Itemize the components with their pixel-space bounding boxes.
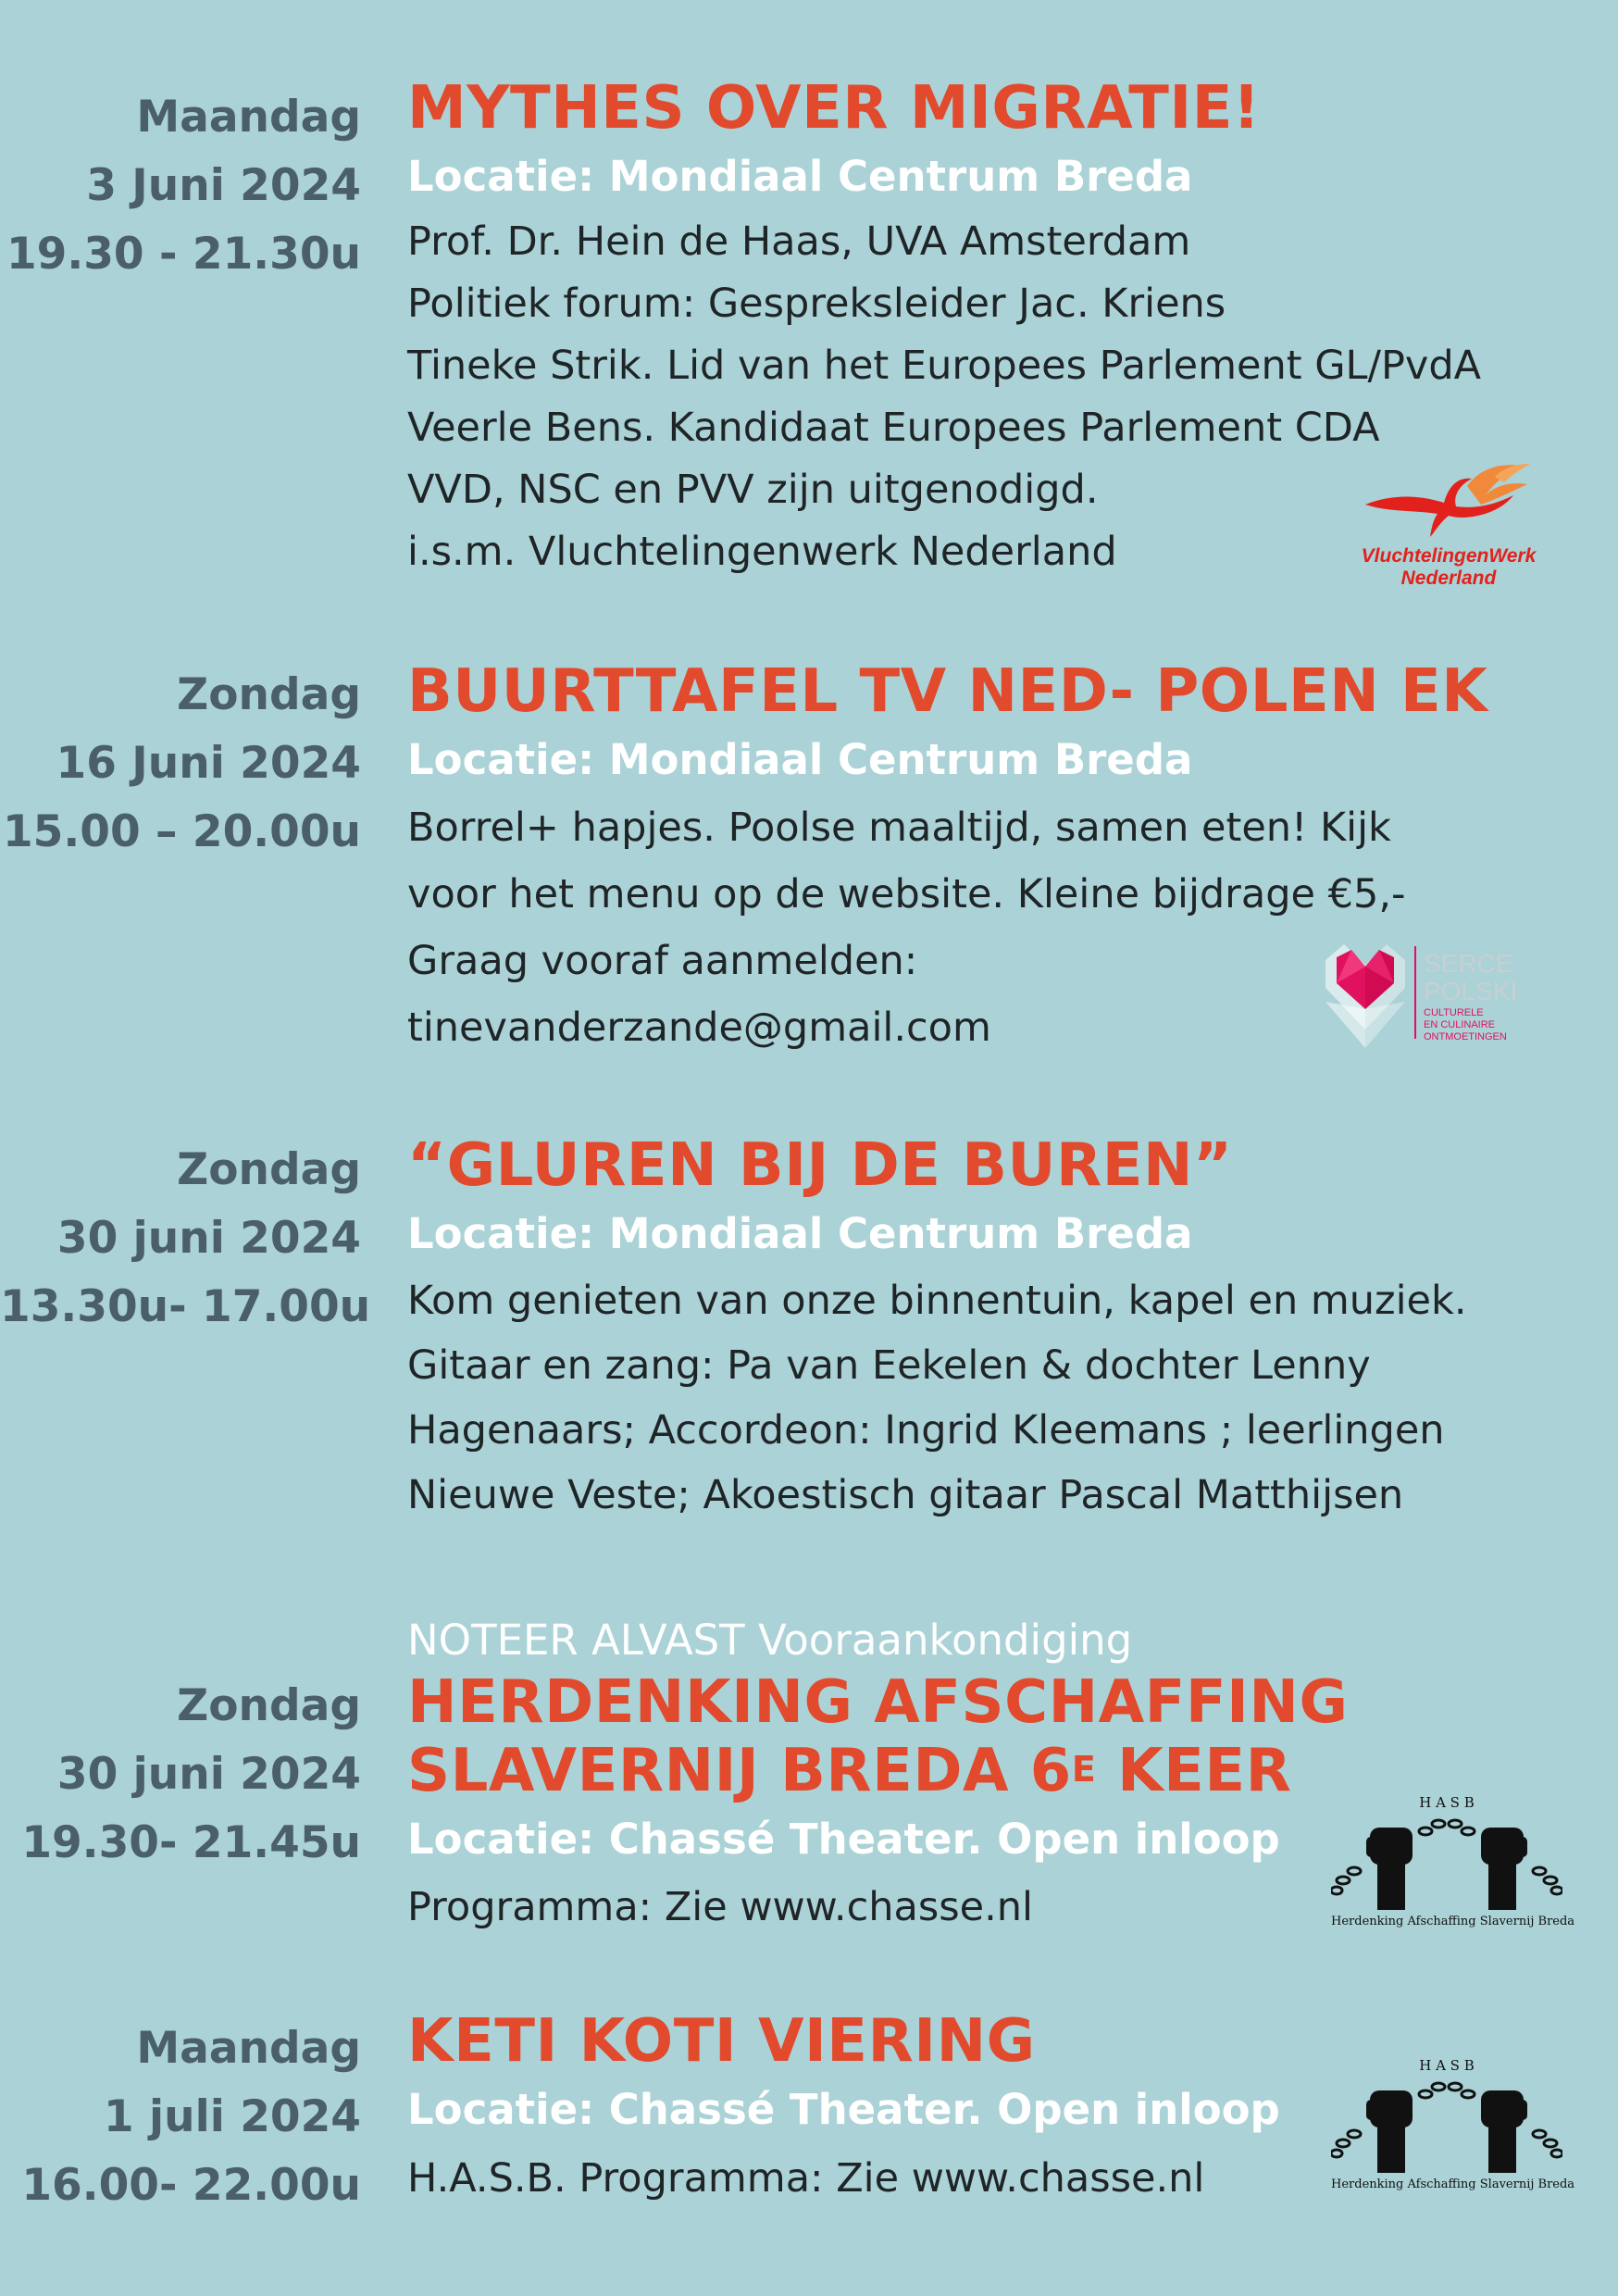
title-part: SLAVERNIJ BREDA 6 (407, 1737, 1072, 1805)
description-line: tinevanderzande@gmail.com (407, 1004, 991, 1051)
event-title: MYTHES OVER MIGRATIE! (407, 74, 1261, 143)
event-time: 15.00 – 20.00u (2, 806, 361, 857)
event-day: Zondag (177, 669, 361, 720)
event-date: 3 Juni 2024 (86, 160, 361, 211)
event-content (407, 1131, 1601, 1528)
event-date-block (0, 661, 361, 867)
serce-line3: CULTURELE (1424, 1007, 1484, 1018)
event-time: 19.30- 21.45u (21, 1817, 361, 1868)
serce-divider (1414, 946, 1416, 1039)
description-line: voor het menu op de website. Kleine bijdrage €5,- (407, 871, 1406, 917)
description-line: VVD, NSC en PVV zijn uitgenodigd. (407, 467, 1099, 513)
vluchtelingenwerk-swoosh-icon (1356, 458, 1541, 542)
hasb-logo (1331, 1794, 1575, 1933)
event-location: Locatie: Mondiaal Centrum Breda (407, 152, 1193, 201)
hasb-logo (1331, 2057, 1575, 2196)
event-date-block (0, 2015, 361, 2220)
event-location: Locatie: Chassé Theater. Open inloop (407, 2085, 1280, 2134)
description-line: Graag vooraf aanmelden: (407, 938, 918, 984)
event-day: Maandag (136, 2023, 361, 2074)
vluchtelingenwerk-logo (1356, 458, 1541, 588)
event-time: 19.30 - 21.30u (6, 229, 361, 280)
event-date-block (0, 1672, 361, 1878)
description-line: Kom genieten van onze binnentuin, kapel en muziek. (407, 1278, 1467, 1324)
event-location: Locatie: Chassé Theater. Open inloop (407, 1815, 1280, 1864)
event-title-line1: HERDENKING AFSCHAFFING (407, 1668, 1349, 1737)
serce-polski-logo (1324, 937, 1546, 1050)
hasb-letters: H A S B (1419, 2057, 1475, 2074)
event-date: 30 juni 2024 (56, 1749, 361, 1800)
raised-fists-icon (1331, 2074, 1562, 2176)
vluchtelingenwerk-line2: Nederland (1400, 568, 1497, 589)
event-title: KETI KOTI VIERING (407, 2007, 1036, 2076)
event-day: Zondag (177, 1144, 361, 1195)
event-title: “GLUREN BIJ DE BUREN” (407, 1131, 1233, 1200)
hasb-caption: Herdenking Afschaffing Slavernij Breda (1331, 1915, 1575, 1928)
vluchtelingenwerk-line1: VluchtelingenWerk (1361, 545, 1537, 567)
hasb-caption: Herdenking Afschaffing Slavernij Breda (1331, 2177, 1575, 2191)
event-time: 16.00- 22.00u (21, 2160, 361, 2211)
event-location: Locatie: Mondiaal Centrum Breda (407, 1209, 1193, 1258)
event-date-block (0, 1136, 371, 1341)
event-location: Locatie: Mondiaal Centrum Breda (407, 735, 1193, 784)
description-line: Prof. Dr. Hein de Haas, UVA Amsterdam (407, 218, 1191, 265)
description-line: Nieuwe Veste; Akoestisch gitaar Pascal Matthijsen (407, 1472, 1404, 1518)
event-pretitle: NOTEER ALVAST Vooraankondiging (407, 1616, 1133, 1665)
event-date: 30 juni 2024 (56, 1213, 361, 1264)
event-title: BUURTTAFEL TV NED- POLEN EK (407, 657, 1488, 726)
description-line: H.A.S.B. Programma: Zie www.chasse.nl (407, 2155, 1205, 2202)
serce-line4: EN CULINAIRE (1424, 1019, 1496, 1030)
event-date: 16 Juni 2024 (56, 738, 361, 789)
event-day: Maandag (136, 92, 361, 143)
description-line: Gitaar en zang: Pa van Eekelen & dochter Lenny (407, 1342, 1371, 1389)
description-line: Programma: Zie www.chasse.nl (407, 1884, 1033, 1930)
description-line: Borrel+ hapjes. Poolse maaltijd, samen eten! Kijk (407, 805, 1391, 851)
title-superscript: E (1071, 1749, 1097, 1790)
serce-line1: SERCE (1424, 949, 1513, 978)
event-date: 1 juli 2024 (103, 2091, 361, 2142)
raised-fists-icon (1331, 1811, 1562, 1913)
description-line: Tineke Strik. Lid van het Europees Parlement GL/PvdA (407, 343, 1482, 389)
description-line: i.s.m. Vluchtelingenwerk Nederland (407, 529, 1117, 575)
hasb-letters: H A S B (1419, 1794, 1475, 1811)
description-line: Politiek forum: Gespreksleider Jac. Kriens (407, 281, 1226, 327)
serce-line2: POLSKI (1424, 977, 1518, 1005)
event-day: Zondag (177, 1680, 361, 1731)
heart-icon (1324, 937, 1407, 1050)
description-line: Veerle Bens. Kandidaat Europees Parlement CDA (407, 405, 1380, 451)
serce-line5: ONTMOETINGEN (1424, 1031, 1507, 1042)
event-description (407, 1268, 1601, 1528)
description-line: Hagenaars; Accordeon: Ingrid Kleemans ; leerlingen (407, 1407, 1445, 1454)
title-part: KEER (1096, 1737, 1292, 1805)
event-time: 13.30u- 17.00u (0, 1281, 371, 1332)
event-date-block (0, 83, 361, 289)
